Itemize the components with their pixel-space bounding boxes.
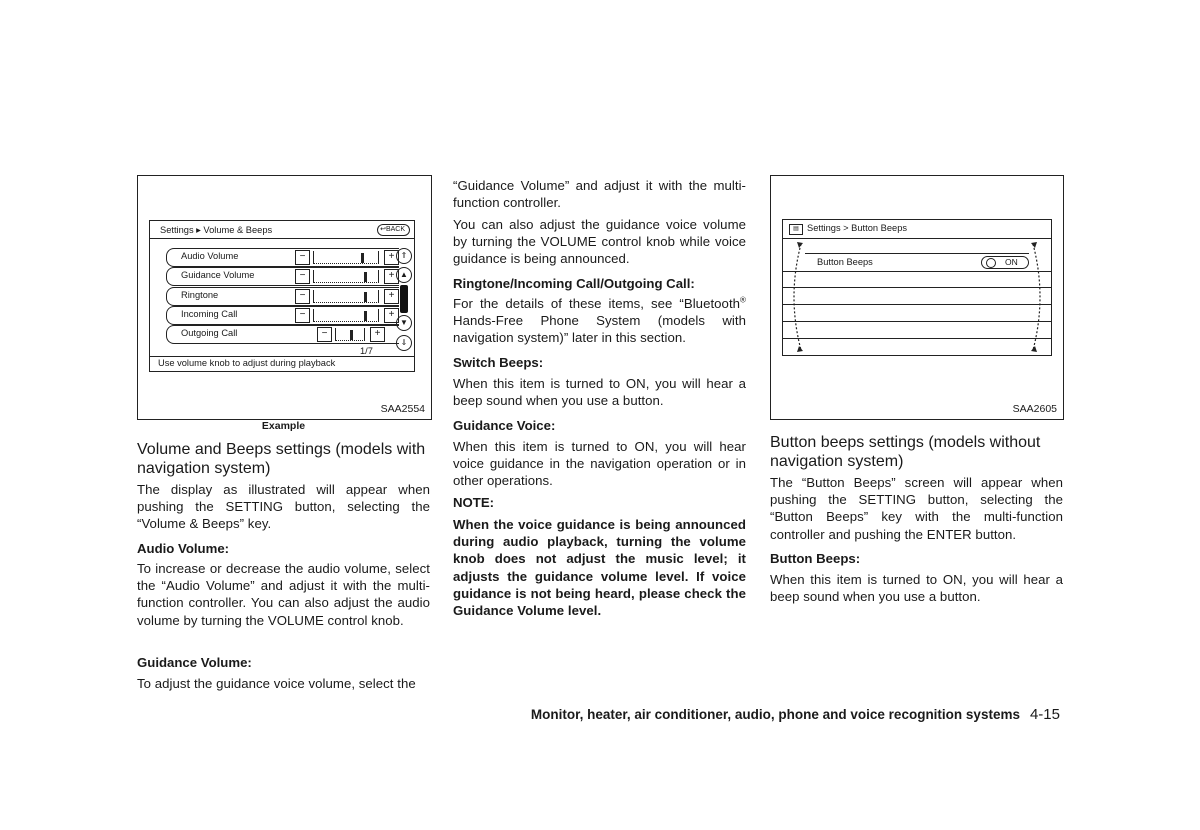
guidance-voice-paragraph: When this item is turned to ON, you will hear voice guidance in the navigation operation or in other operations. xyxy=(453,439,746,489)
button-beeps-paragraph: When this item is turned to ON, you will hear a beep sound when you use a button. xyxy=(770,572,1063,605)
volume-row xyxy=(166,248,399,267)
volume-row xyxy=(166,306,399,325)
level-knob xyxy=(350,330,353,340)
toggle-value: ON xyxy=(1005,257,1018,267)
audio-volume-heading: Audio Volume: xyxy=(137,541,230,556)
button-beeps-screen xyxy=(782,219,1052,356)
title-divider xyxy=(783,238,1051,239)
minus-icon: − xyxy=(295,250,310,265)
ringtone-paragraph xyxy=(453,295,746,347)
page-footer xyxy=(531,706,1060,723)
right-scroll-arc-icon xyxy=(1029,240,1049,354)
volume-level-bar xyxy=(313,309,379,322)
volume-row-label: Ringtone xyxy=(181,290,219,300)
guidance-volume-paragraph: To adjust the guidance voice volume, select the xyxy=(137,676,416,691)
plus-icon: + xyxy=(384,269,399,284)
bar-start-tick xyxy=(313,309,314,321)
title-divider xyxy=(150,238,414,239)
scroll-up-icon: ▲ xyxy=(396,267,412,283)
ringtone-text-2: Hands-Free Phone System (models with navigation system)” later in this section. xyxy=(453,313,746,346)
volume-row xyxy=(166,287,399,306)
level-knob xyxy=(364,311,367,321)
bar-start-tick xyxy=(335,328,336,340)
ringtone-heading: Ringtone/Incoming Call/Outgoing Call: xyxy=(453,276,695,291)
ringtone-text-1: For the details of these items, see “Bluetooth xyxy=(453,296,741,311)
button-beeps-heading: Button Beeps: xyxy=(770,551,861,566)
on-off-toggle xyxy=(981,256,1029,269)
guidance-volume-heading: Guidance Volume: xyxy=(137,655,252,670)
volume-level-bar xyxy=(313,290,379,303)
note-heading: NOTE: xyxy=(453,495,495,510)
scrollbar-thumb xyxy=(400,285,408,313)
plus-icon: + xyxy=(370,327,385,342)
bar-end-tick xyxy=(378,251,379,263)
bar-end-tick xyxy=(378,270,379,282)
audio-volume-paragraph: To increase or decrease the audio volume, select the “Audio Volume” and adjust it with the multi-function controller. You can also adjust the audio volume by turning the VOLUME control knob. xyxy=(137,561,430,628)
scroll-down-icon: ▼ xyxy=(396,315,412,331)
minus-icon: − xyxy=(295,308,310,323)
figure-id: SAA2605 xyxy=(1012,403,1057,415)
minus-icon: − xyxy=(295,289,310,304)
level-knob xyxy=(364,292,367,302)
bar-start-tick xyxy=(313,251,314,263)
bar-end-tick xyxy=(364,328,365,340)
minus-icon: − xyxy=(317,327,332,342)
volume-level-bar xyxy=(313,251,379,264)
back-label: BACK xyxy=(385,226,405,233)
volume-row-label: Audio Volume xyxy=(181,251,239,261)
guidance-knob-paragraph: You can also adjust the guidance voice volume by turning the VOLUME control knob while voice guidance is being announced. xyxy=(453,217,746,267)
hint-text: Use volume knob to adjust during playback xyxy=(158,358,336,368)
scroll-bottom-icon: ⇓ xyxy=(396,335,412,351)
guidance-voice-heading: Guidance Voice: xyxy=(453,418,556,433)
volume-row-label: Incoming Call xyxy=(181,309,238,319)
bar-start-tick xyxy=(313,290,314,302)
row-divider xyxy=(783,304,1051,305)
volume-row xyxy=(166,325,399,344)
figure-volume-beeps xyxy=(137,175,432,420)
bar-end-tick xyxy=(378,309,379,321)
guidance-volume-continued: “Guidance Volume” and adjust it with the multi-function controller. xyxy=(453,178,746,211)
screen-title: Settings ▸ Volume & Beeps xyxy=(160,225,273,235)
scroll-top-icon: ⇑ xyxy=(396,248,412,264)
page-number: 4-15 xyxy=(1029,706,1060,723)
figure-caption: Example xyxy=(261,420,306,432)
indicator-dot-icon xyxy=(986,258,996,268)
button-beeps-intro: The “Button Beeps” screen will appear when pushing the SETTING button, selecting the “Button Beeps” key with the multi-function controller and pushing the ENTER button. xyxy=(770,475,1063,542)
volume-level-bar xyxy=(313,270,379,283)
volume-beeps-screen xyxy=(149,220,415,372)
volume-row-label: Outgoing Call xyxy=(181,328,238,338)
figure-button-beeps xyxy=(770,175,1064,420)
bar-start-tick xyxy=(313,270,314,282)
settings-icon: ▤ xyxy=(789,224,803,235)
switch-beeps-paragraph: When this item is turned to ON, you will hear a beep sound when you use a button. xyxy=(453,376,746,409)
left-scroll-arc-icon xyxy=(785,240,805,354)
row-divider xyxy=(783,287,1051,288)
back-arrow-icon: ↩ xyxy=(380,226,386,233)
plus-icon: + xyxy=(384,308,399,323)
bar-end-tick xyxy=(378,290,379,302)
section-heading-button-beeps: Button beeps settings (models without navigation system) xyxy=(770,434,1041,470)
switch-beeps-heading: Switch Beeps: xyxy=(453,355,544,370)
plus-icon: + xyxy=(384,250,399,265)
volume-row-label: Guidance Volume xyxy=(181,270,255,280)
footer-section-title: Monitor, heater, air conditioner, audio, phone and voice recognition systems xyxy=(530,707,1020,722)
figure-id: SAA2554 xyxy=(380,403,425,415)
plus-icon: + xyxy=(384,289,399,304)
hint-divider xyxy=(150,356,414,357)
registered-mark: ® xyxy=(740,295,746,305)
row-divider xyxy=(783,321,1051,322)
screen-title: Settings > Button Beeps xyxy=(807,223,908,233)
level-knob xyxy=(361,253,364,263)
row-divider xyxy=(783,338,1051,339)
minus-icon: − xyxy=(295,269,310,284)
volume-row xyxy=(166,267,399,286)
back-button xyxy=(377,224,410,236)
note-paragraph: When the voice guidance is being announced during audio playback, turning the volume knob does not adjust the music level; it adjusts the guidance volume level. If voice guidance is not being heard, please check the Guidance Volume level. xyxy=(453,517,746,619)
intro-paragraph: The display as illustrated will appear when pushing the SETTING button, selecting the “Volume & Beeps” key. xyxy=(137,482,430,532)
level-knob xyxy=(364,272,367,282)
page-indicator: 1/7 xyxy=(360,346,373,356)
volume-level-bar xyxy=(335,328,365,341)
button-beeps-label: Button Beeps xyxy=(817,257,873,267)
section-heading-volume-beeps: Volume and Beeps settings (models with navigation system) xyxy=(137,441,426,477)
button-beeps-row xyxy=(805,253,1029,272)
